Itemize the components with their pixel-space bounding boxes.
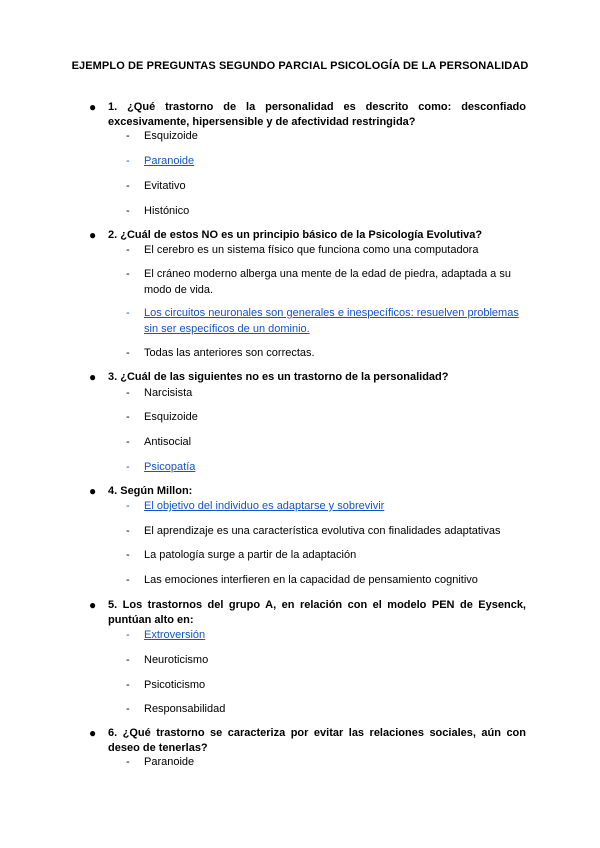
question-1: 1. ¿Qué trastorno de la personalidad es descrito como: desconfiado excesivamente, hipersensible y de afectividad restringida? — [108, 101, 526, 128]
bullet-icon: ● — [89, 598, 97, 612]
q2-option-4: Todas las anteriores son correctas. — [144, 347, 315, 359]
dash-icon: - — [126, 525, 130, 537]
dash-icon: - — [126, 205, 130, 217]
dash-icon: - — [126, 436, 130, 448]
bullet-icon: ● — [89, 100, 97, 114]
bullet-icon: ● — [89, 370, 97, 384]
question-3: 3. ¿Cuál de las siguientes no es un trastorno de la personalidad? — [108, 371, 449, 383]
question-5: 5. Los trastornos del grupo A, en relación con el modelo PEN de Eysenck, puntúan alto en: — [108, 599, 526, 626]
dash-icon: - — [126, 756, 130, 768]
bullet-icon: ● — [89, 484, 97, 498]
dash-icon: - — [126, 654, 130, 666]
dash-icon: - — [126, 679, 130, 691]
q2-option-2: El cráneo moderno alberga una mente de la edad de piedra, adaptada a su modo de vida. — [144, 268, 511, 296]
dash-icon: - — [126, 387, 130, 399]
dash-icon: - — [126, 703, 130, 715]
question-6: 6. ¿Qué trastorno se caracteriza por evitar las relaciones sociales, aún con deseo de tenerlas? — [108, 727, 526, 754]
q5-option-2: Neuroticismo — [144, 654, 209, 666]
q1-option-2-correct: Paranoide — [144, 155, 195, 167]
bullet-icon: ● — [89, 228, 97, 242]
q4-option-3: La patología surge a partir de la adaptación — [144, 549, 357, 561]
q1-option-1: Esquizoide — [144, 130, 198, 142]
dash-icon: - — [126, 461, 130, 473]
q5-option-3: Psicoticismo — [144, 679, 206, 691]
dash-icon: - — [126, 244, 130, 256]
q5-option-4: Responsabilidad — [144, 703, 226, 715]
q5-option-1-correct: Extroversión — [144, 629, 206, 641]
q3-option-3: Antisocial — [144, 436, 192, 448]
dash-icon: - — [126, 155, 130, 167]
dash-icon: - — [126, 549, 130, 561]
q1-option-3: Evitativo — [144, 180, 186, 192]
q2-option-1: El cerebro es un sistema físico que funciona como una computadora — [144, 244, 479, 256]
question-4: 4. Según Millon: — [108, 485, 193, 497]
dash-icon: - — [126, 268, 130, 280]
q4-option-1-correct: El objetivo del individuo es adaptarse y sobrevivir — [144, 500, 385, 512]
dash-icon: - — [126, 574, 130, 586]
q6-option-1: Paranoide — [144, 756, 195, 768]
dash-icon: - — [126, 500, 130, 512]
dash-icon: - — [126, 411, 130, 423]
dash-icon: - — [126, 130, 130, 142]
dash-icon: - — [126, 307, 130, 319]
dash-icon: - — [126, 629, 130, 641]
q4-option-2: El aprendizaje es una característica evolutiva con finalidades adaptativas — [144, 525, 501, 537]
dash-icon: - — [126, 347, 130, 359]
q1-option-4: Histónico — [144, 205, 190, 217]
q3-option-2: Esquizoide — [144, 411, 198, 423]
dash-icon: - — [126, 180, 130, 192]
bullet-icon: ● — [89, 726, 97, 740]
q4-option-4: Las emociones interfieren en la capacidad de pensamiento cognitivo — [144, 574, 478, 586]
page-title: EJEMPLO DE PREGUNTAS SEGUNDO PARCIAL PSICOLOGÍA DE LA PERSONALIDAD — [71, 60, 529, 72]
q3-option-4-correct: Psicopatía — [144, 461, 196, 473]
q2-option-3-correct: Los circuitos neuronales son generales e inespecíficos: resuelven problemas sin ser específicos de un dominio. — [144, 307, 519, 335]
question-2: 2. ¿Cuál de estos NO es un principio básico de la Psicología Evolutiva? — [108, 229, 483, 241]
q3-option-1: Narcisista — [144, 387, 193, 399]
